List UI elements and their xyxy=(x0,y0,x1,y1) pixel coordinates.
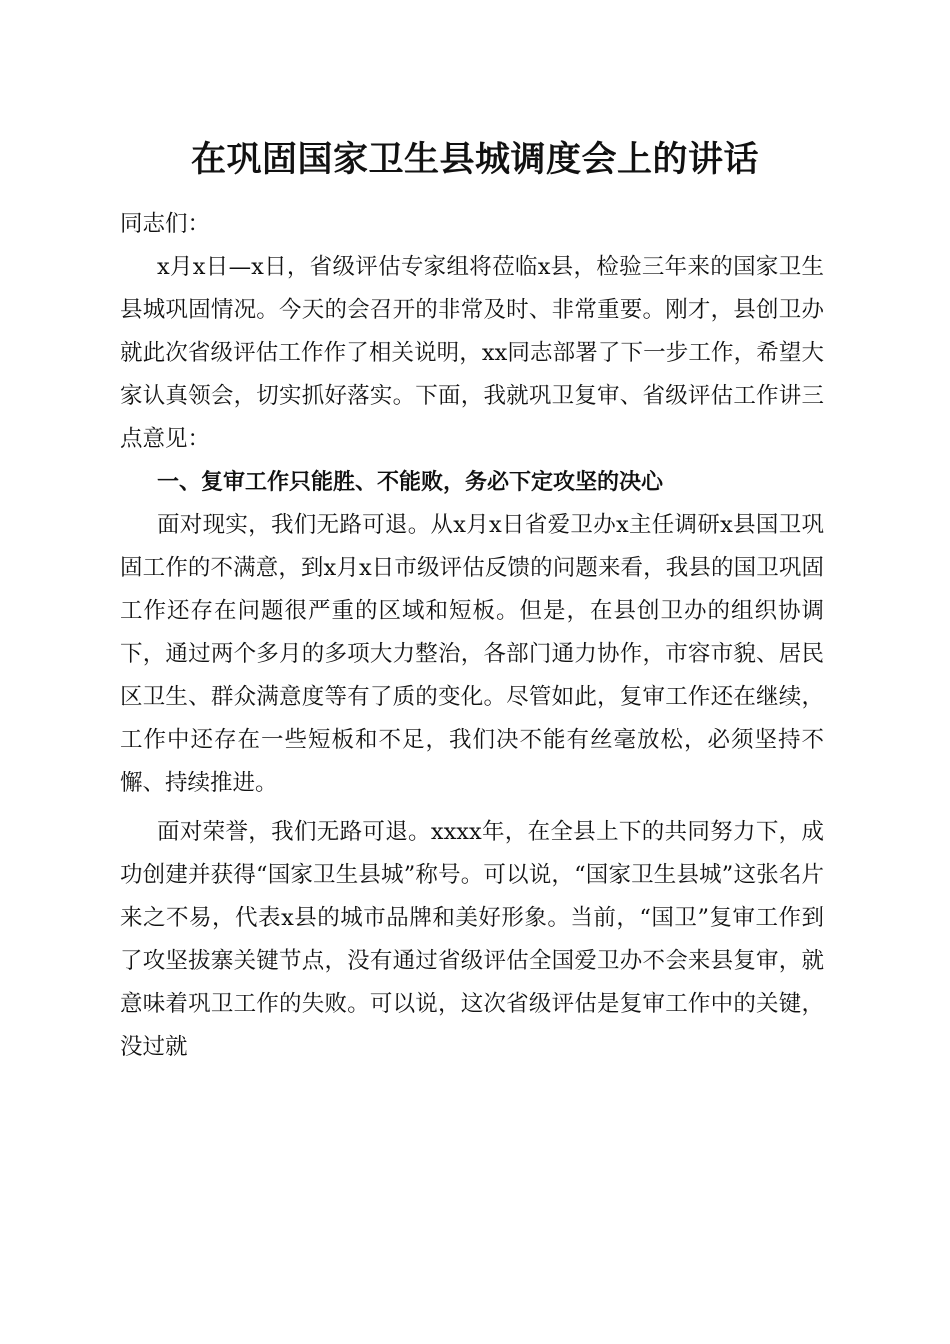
document-title: 在巩固国家卫生县城调度会上的讲话 xyxy=(190,139,759,180)
section1-paragraph-2: 面对荣誉，我们无路可退。xxxx年，在全县上下的共同努力下，成功创建并获得“国家卫生县城”称号。可以说，“国家卫生县城”这张名片来之不易，代表x县的城市品牌和美好形象。当前，“国卫”复审工作到了攻坚拔寨关键节点，没有通过省级评估全国爱卫办不会来县复审，就意味着巩卫工作的失败。可以说，这次省级评估是复审工作中的关键，没过就 xyxy=(120,819,824,1060)
section1-paragraph-1: 面对现实，我们无路可退。从x月x日省爱卫办x主任调研x县国卫巩固工作的不满意，到x月x日市级评估反馈的问题来看，我县的国卫巩固工作还存在问题很严重的区域和短板。但是，在县创卫办的组织协调下，通过两个多月的多项大力整治，各部门通力协作，市容市貌、居民区卫生、群众满意度等有了质的变化。尽管如此，复审工作还在继续，工作中还存在一些短板和不足，我们决不能有丝毫放松，必须坚持不懈、持续推进。 xyxy=(120,512,824,796)
document-body xyxy=(120,203,824,1069)
salutation: 同志们： xyxy=(120,211,211,237)
section-heading-1: 一、复审工作只能胜、不能败，务必下定攻坚的决心 xyxy=(157,470,664,495)
intro-paragraph: x月x日—x日，省级评估专家组将莅临x县，检验三年来的国家卫生县城巩固情况。今天的会召开的非常及时、非常重要。刚才，县创卫办就此次省级评估工作作了相关说明，xx同志部署了下一步工作，希望大家认真领会，切实抓好落实。下面，我就巩卫复审、省级评估工作讲三点意见： xyxy=(120,254,824,452)
